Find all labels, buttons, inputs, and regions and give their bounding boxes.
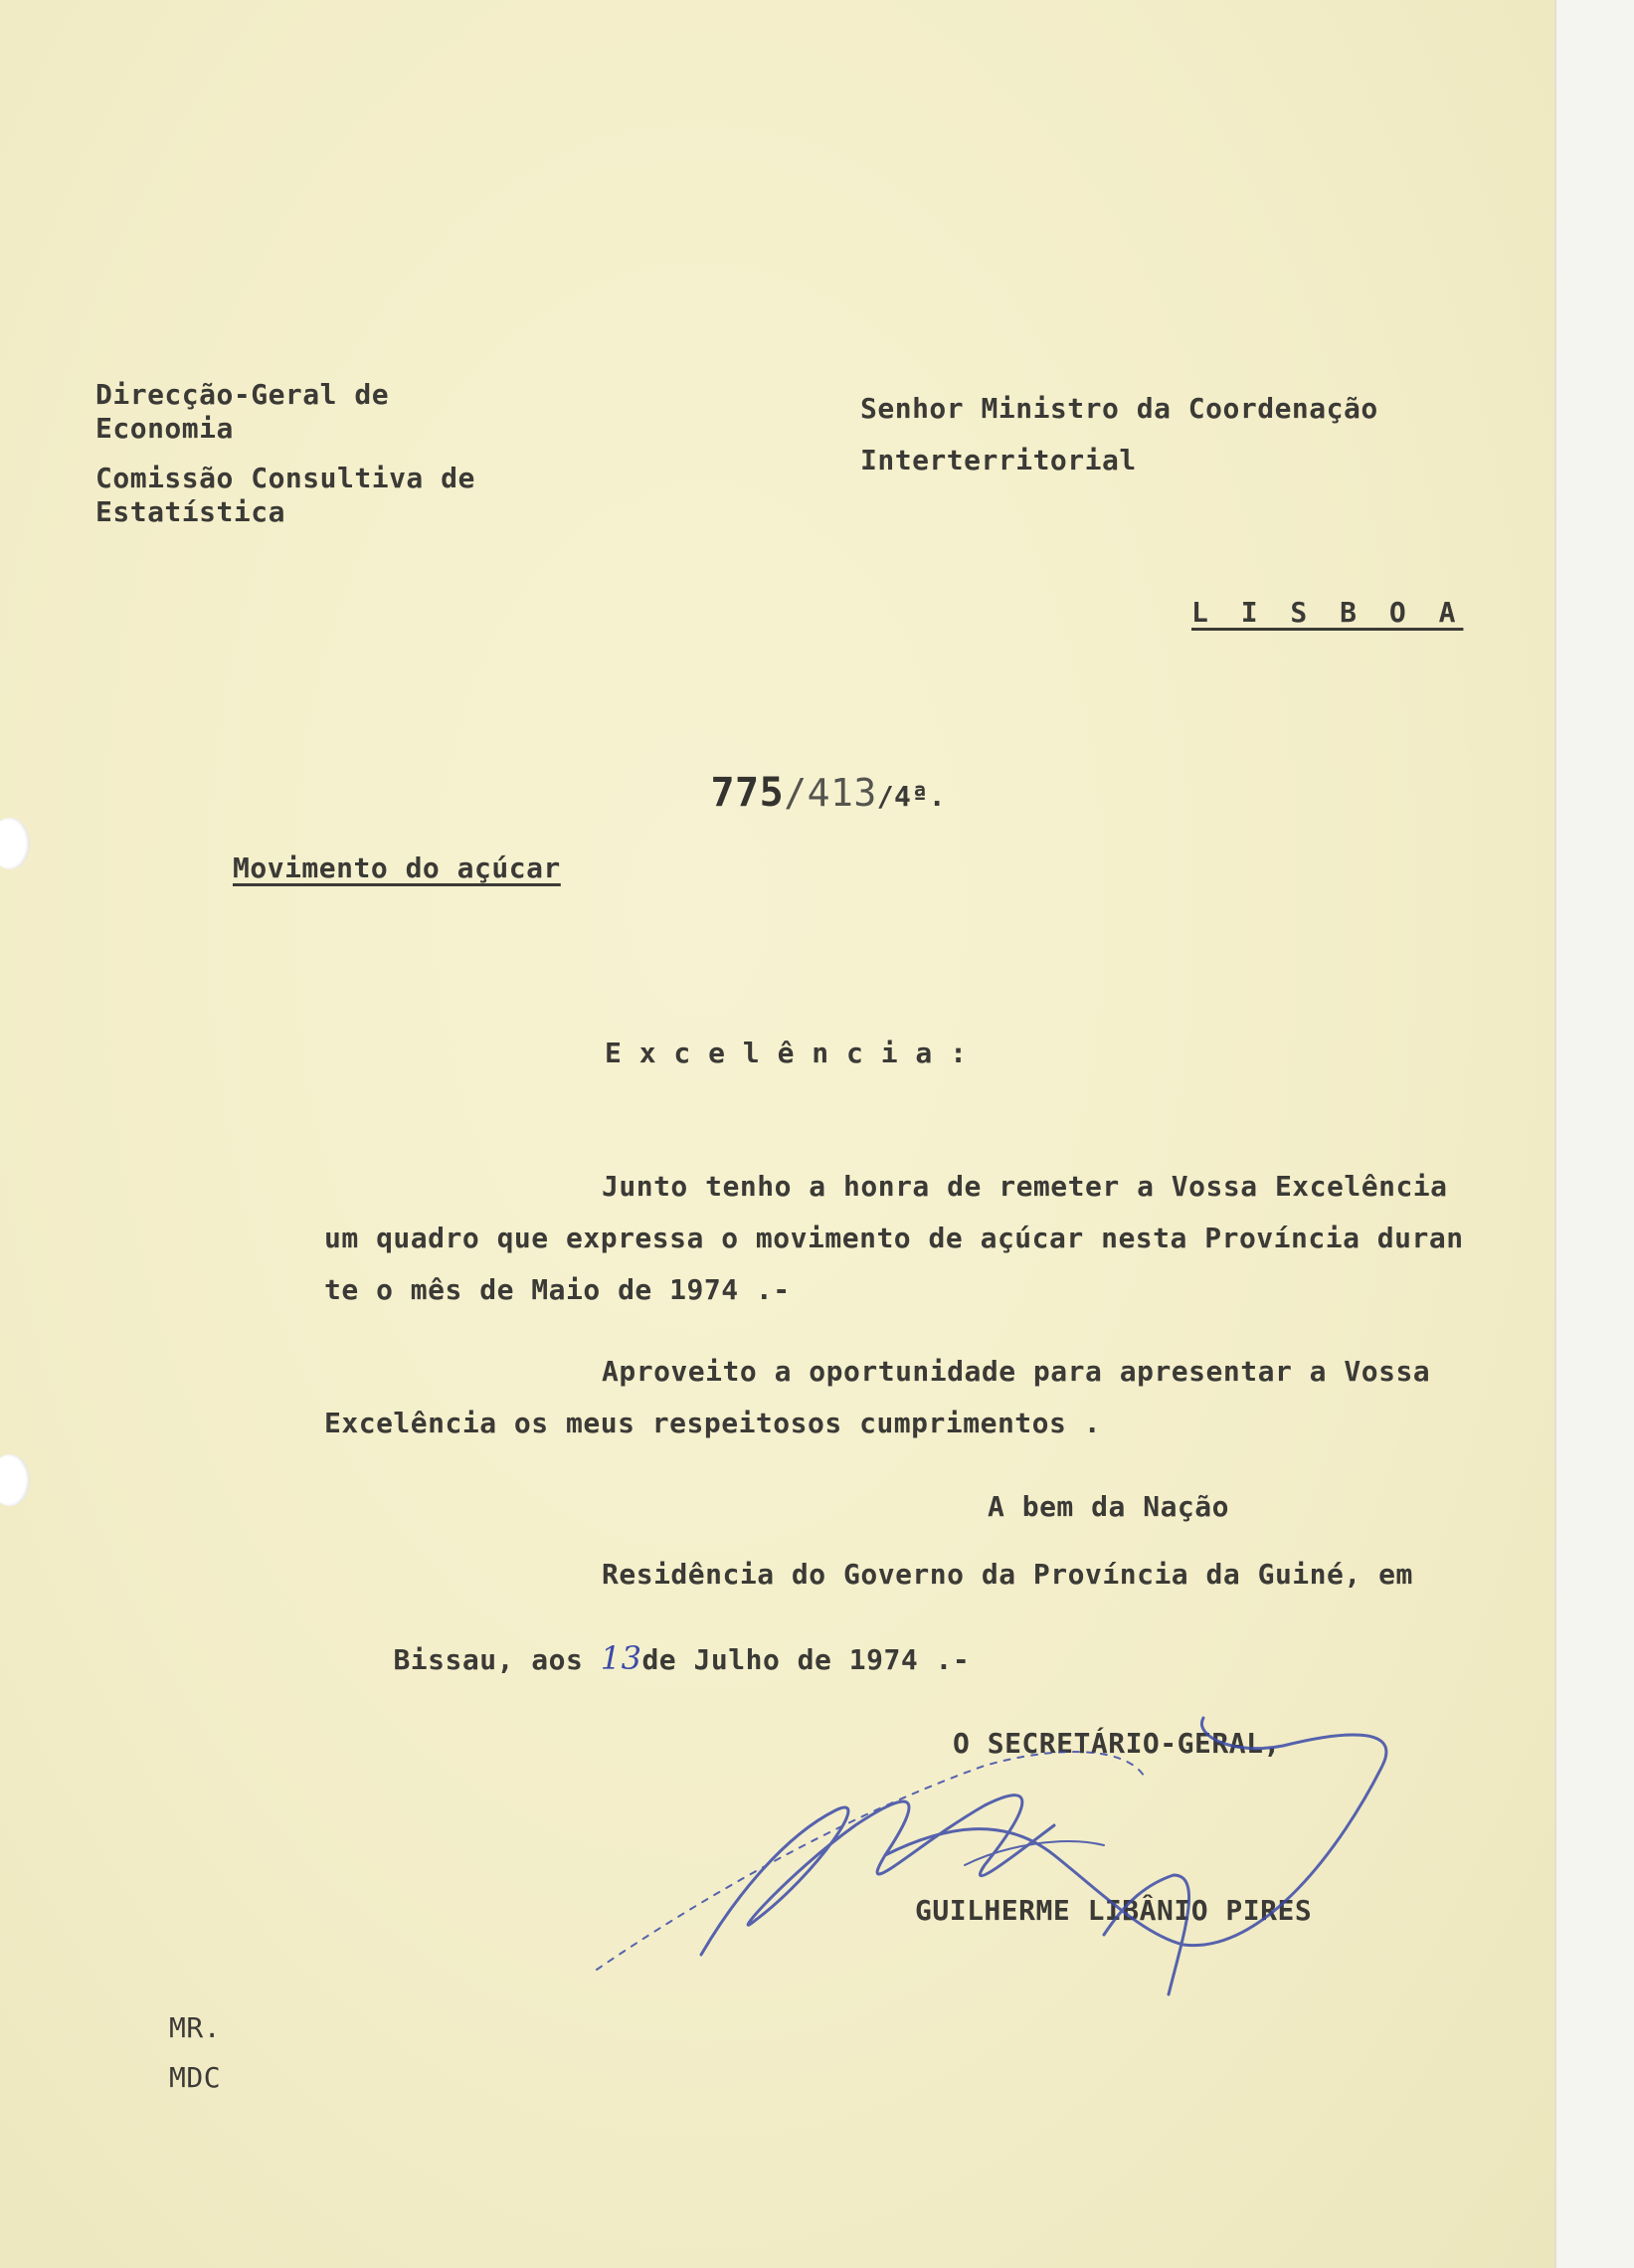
closing-motto: A bem da Nação — [988, 1490, 1230, 1523]
closing-place-suffix: de Julho de 1974 .- — [641, 1643, 971, 1676]
scan-margin — [1554, 0, 1634, 2268]
handwritten-signature — [587, 1706, 1402, 2004]
punch-hole-top — [0, 818, 30, 869]
sender-line-3: Comissão Consultiva de — [95, 462, 475, 494]
body-p1-line-1: Junto tenho a honra de remeter a Vossa Excelência — [602, 1170, 1448, 1203]
recipient-line-1: Senhor Ministro da Coordenação — [860, 392, 1378, 425]
sender-line-2: Economia — [95, 412, 234, 445]
signatory-title: O SECRETÁRIO-GERAL, — [953, 1727, 1281, 1760]
sender-line-4: Estatística — [95, 495, 285, 528]
reference-number: 775 — [710, 770, 785, 816]
signatory-name: GUILHERME LIBÂNIO PIRES — [915, 1894, 1313, 1927]
punch-hole-bottom — [0, 1454, 30, 1506]
subject-line: Movimento do açúcar — [233, 851, 561, 884]
reference-handwritten: /413 — [784, 771, 877, 815]
closing-day-handwritten: 13 — [600, 1639, 642, 1677]
closing-place-prefix: Bissau, aos — [393, 1643, 584, 1676]
closing-place-line-1: Residência do Governo da Província da Guiné, em — [602, 1558, 1413, 1591]
recipient-line-2: Interterritorial — [860, 444, 1137, 476]
initials-line-2: MDC — [169, 2061, 222, 2094]
reference-line — [641, 718, 946, 871]
sender-line-1: Direcção-Geral de — [95, 378, 390, 411]
body-p1-line-2: um quadro que expressa o movimento de açúcar nesta Província duran — [324, 1222, 1464, 1254]
initials-line-1: MR. — [169, 2011, 222, 2044]
salutation: E x c e l ê n c i a : — [605, 1037, 968, 1069]
body-p2-line-1: Aproveito a oportunidade para apresentar a Vossa — [602, 1355, 1431, 1388]
body-p2-line-2: Excelência os meus respeitosos cumprimentos . — [324, 1407, 1102, 1439]
recipient-city: L I S B O A — [1191, 596, 1464, 629]
closing-place-line-2 — [324, 1607, 970, 1711]
reference-suffix: /4ª. — [876, 780, 947, 813]
body-p1-line-3: te o mês de Maio de 1974 .- — [324, 1273, 791, 1306]
